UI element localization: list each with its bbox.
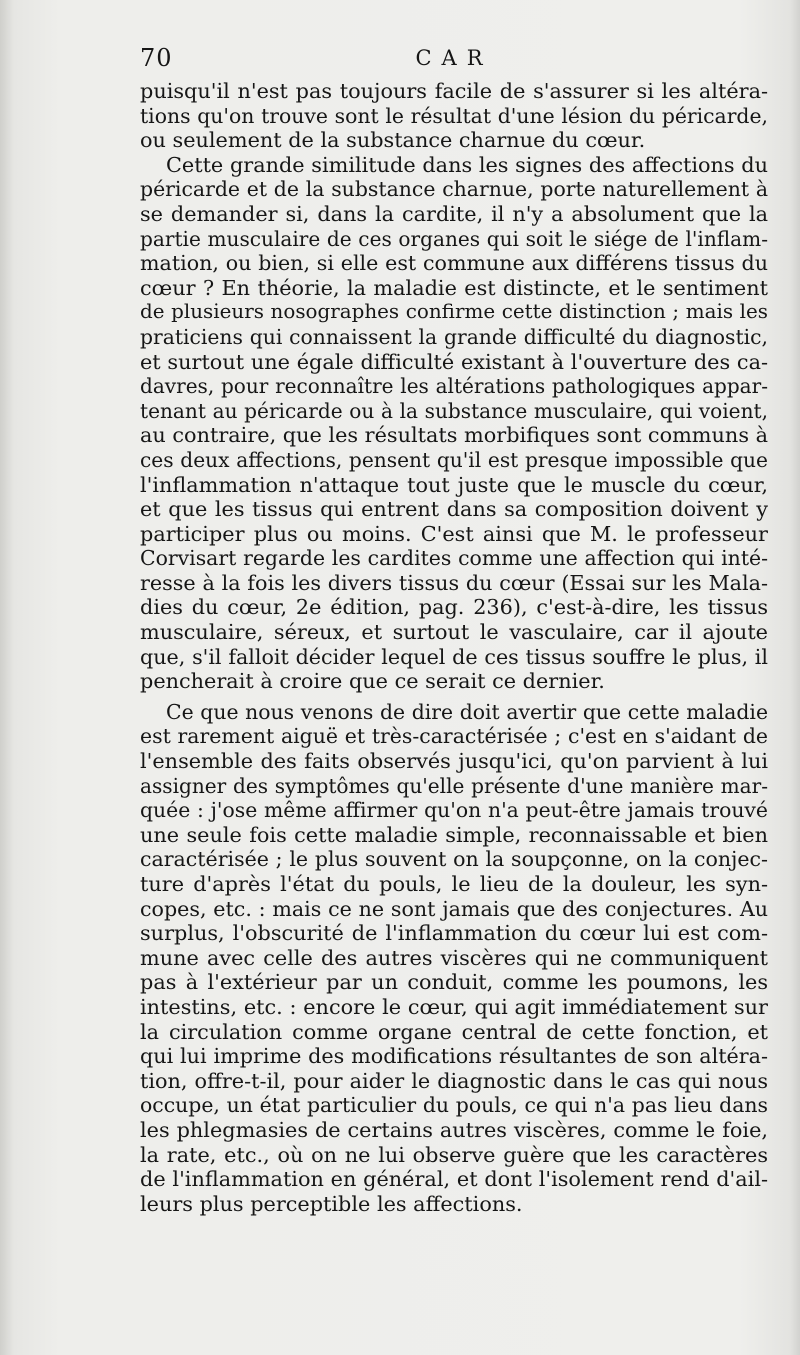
text-line: quée : j'ose même affirmer qu'on n'a peut-être jamais trouvé	[140, 798, 768, 823]
paragraph-2	[140, 153, 768, 694]
text-line: et que les tissus qui entrent dans sa composition doivent y	[140, 497, 768, 522]
text-line: mune avec celle des autres viscères qui ne communiquent	[140, 945, 768, 970]
text-line: les phlegmasies de certains autres viscères, comme le foie,	[140, 1117, 768, 1142]
text-line: surplus, l'obscurité de l'inflammation du cœur lui est com-	[140, 921, 768, 946]
text-line: Corvisart regarde les cardites comme une affection qui inté-	[140, 546, 768, 571]
text-line: pencherait à croire que ce serait ce dernier.	[140, 669, 605, 694]
text-line: leurs plus perceptible les affections.	[140, 1191, 523, 1216]
text-line: est rarement aiguë et très-caractérisée ; c'est en s'aidant de	[140, 724, 768, 749]
paragraph-3	[140, 700, 768, 1216]
text-line: pas à l'extérieur par un conduit, comme les poumons, les	[140, 970, 768, 995]
text-line: davres, pour reconnaître les altérations pathologiques appar-	[140, 374, 768, 399]
page-number: 70	[140, 44, 173, 72]
text-line: caractérisée ; le plus souvent on la soupçonne, on la conjec-	[140, 847, 768, 872]
text-line: partie musculaire de ces organes qui soit le siége de l'inflam-	[140, 226, 768, 251]
text-line: cœur ? En théorie, la maladie est distincte, et le sentiment	[140, 275, 768, 300]
text-line: copes, etc. : mais ce ne sont jamais que des conjectures. Au	[140, 896, 768, 921]
text-line: ces deux affections, pensent qu'il est presque impossible que	[140, 447, 768, 472]
text-line: puisqu'il n'est pas toujours facile de s'assurer si les altéra-	[140, 79, 768, 103]
running-head: CAR	[415, 46, 493, 70]
text-line: Ce que nous venons de dire doit avertir que cette maladie	[166, 699, 768, 724]
body-text	[140, 79, 768, 1216]
text-line: et surtout une égale difficulté existant à l'ouverture des ca-	[140, 349, 768, 374]
text-line: péricarde et de la substance charnue, porte naturellement à	[140, 177, 768, 202]
paragraph-1	[140, 79, 768, 153]
text-line: la rate, etc., où on ne lui observe guère que les caractères	[140, 1142, 768, 1167]
text-line: musculaire, séreux, et surtout le vasculaire, car il ajoute	[140, 620, 768, 645]
text-line: tions qu'on trouve sont le résultat d'une lésion du péricarde,	[140, 103, 768, 128]
text-line: au contraire, que les résultats morbifiques sont communs à	[140, 423, 768, 448]
text-line: Cette grande similitude dans les signes des affections du	[166, 152, 768, 177]
text-line: de plusieurs nosographes confirme cette distinction ; mais les	[140, 300, 768, 324]
text-line: dies du cœur, 2e édition, pag. 236), c'est-à-dire, les tissus	[140, 595, 768, 620]
text-line: participer plus ou moins. C'est ainsi que M. le professeur	[140, 521, 768, 546]
text-line: qui lui imprime des modifications résultantes de son altéra-	[140, 1044, 768, 1069]
text-line: se demander si, dans la cardite, il n'y a absolument que la	[140, 201, 768, 226]
text-line: tenant au péricarde ou à la substance musculaire, qui voient,	[140, 398, 768, 423]
text-line: l'ensemble des faits observés jusqu'ici, qu'on parvient à lui	[140, 749, 768, 774]
text-line: mation, ou bien, si elle est commune aux différens tissus du	[140, 251, 768, 276]
text-line: la circulation comme organe central de cette fonction, et	[140, 1019, 768, 1044]
text-line: assigner des symptômes qu'elle présente d'une manière mar-	[140, 773, 768, 798]
text-line: une seule fois cette maladie simple, reconnaissable et bien	[140, 822, 768, 847]
text-line: ture d'après l'état du pouls, le lieu de la douleur, les syn-	[140, 872, 768, 896]
text-line: intestins, etc. : encore le cœur, qui agit immédiatement sur	[140, 994, 768, 1019]
text-line: ou seulement de la substance charnue du cœur.	[140, 128, 646, 153]
text-line: de l'inflammation en général, et dont l'isolement rend d'ail-	[140, 1167, 768, 1192]
text-line: praticiens qui connaissent la grande difficulté du diagnostic,	[140, 324, 768, 349]
text-line: occupe, un état particulier du pouls, ce qui n'a pas lieu dans	[140, 1093, 768, 1118]
text-line: que, s'il falloit décider lequel de ces tissus souffre le plus, il	[140, 644, 768, 669]
text-line: tion, offre-t-il, pour aider le diagnostic dans le cas qui nous	[140, 1068, 768, 1093]
page-header	[140, 44, 768, 78]
text-line: l'inflammation n'attaque tout juste que le muscle du cœur,	[140, 472, 768, 497]
text-line: resse à la fois les divers tissus du cœur (Essai sur les Mala-	[140, 570, 768, 595]
